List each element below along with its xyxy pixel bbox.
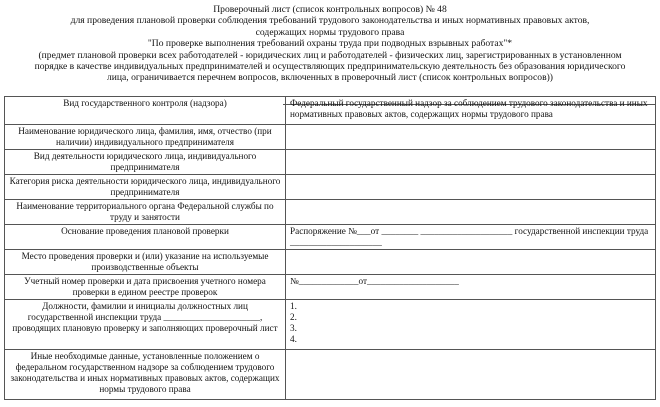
header-line-3: содержащих нормы трудового права	[255, 26, 405, 38]
row-value-field[interactable]	[286, 150, 656, 175]
official-item[interactable]: 3.	[290, 323, 297, 333]
table-row	[5, 200, 656, 225]
row-label: Наименование юридического лица, фамилия, имя, отчество (при наличии) индивидуального предпринимателя	[5, 125, 286, 150]
table-row	[5, 125, 656, 150]
row-label: Учетный номер проверки и дата присвоения учетного номера проверки в едином реестре проверок	[5, 275, 286, 300]
row-label: Должности, фамилии и инициалы должностных лиц государственной инспекции труда _____________________, проводящих плановую проверку и заполняющих проверочный лист	[5, 300, 286, 350]
row-value-field[interactable]: №_____________от____________________	[286, 275, 656, 300]
table-row	[5, 275, 656, 300]
official-item[interactable]: 4.	[290, 334, 297, 344]
table-row	[5, 225, 656, 250]
row-value-field[interactable]	[286, 175, 656, 200]
row-label: Иные необходимые данные, установленные положением о федеральном государственном надзоре за соблюдением трудового законодательства и иных нормативных правовых актов, содержащих нормы трудового права	[5, 350, 286, 400]
header-subject: (предмет плановой проверки всех работодателей - юридических лиц и работодателей - физических лиц, зарегистрированных в установленном порядке в качестве индивидуальных предпринимателей и осуществляющих предпринимательскую деятельность без образования юридического лица, ограничивается перечнем вопросов, включенных в проверочный лист (список контрольных вопросов))	[34, 49, 626, 84]
official-item[interactable]: 2.	[290, 312, 297, 322]
table-row	[5, 150, 656, 175]
table-row	[5, 175, 656, 200]
header-line-2: для проведения плановой проверки соблюдения требований трудового законодательства и иных нормативных правовых актов,	[70, 15, 590, 27]
table-row	[5, 350, 656, 400]
row-value: Федеральный государственный надзор за соблюдением трудового законодательства и иных нормативных правовых актов, содержащих нормы трудового права	[286, 97, 656, 125]
table-row	[5, 300, 656, 350]
officials-list[interactable]	[286, 300, 656, 350]
row-value-field[interactable]	[286, 200, 656, 225]
row-label: Место проведения проверки и (или) указание на используемые производственные объекты	[5, 250, 286, 275]
row-value-field[interactable]	[286, 125, 656, 150]
row-value-field[interactable]	[286, 350, 656, 400]
official-item[interactable]: 1.	[290, 301, 297, 311]
row-value-field[interactable]: Распоряжение №___от ________ ____________________ государственной инспекции труда ____________________	[286, 225, 656, 250]
document-header	[0, 4, 660, 84]
row-label: Основание проведения плановой проверки	[5, 225, 286, 250]
row-label: Вид деятельности юридического лица, индивидуального предпринимателя	[5, 150, 286, 175]
row-value-field[interactable]	[286, 250, 656, 275]
table-row	[5, 250, 656, 275]
checklist-form-table	[4, 96, 656, 400]
row-label: Вид государственного контроля (надзора)	[5, 97, 286, 125]
row-label: Наименование территориального органа Федеральной службы по труду и занятости	[5, 200, 286, 225]
document-title: Проверочный лист (список контрольных вопросов) № 48	[213, 4, 447, 15]
row-label: Категория риска деятельности юридического лица, индивидуального предпринимателя	[5, 175, 286, 200]
table-row	[5, 97, 656, 125]
header-line-4: "По проверке выполнения требований охраны труда при подводных взрывных работах"*	[147, 38, 513, 50]
